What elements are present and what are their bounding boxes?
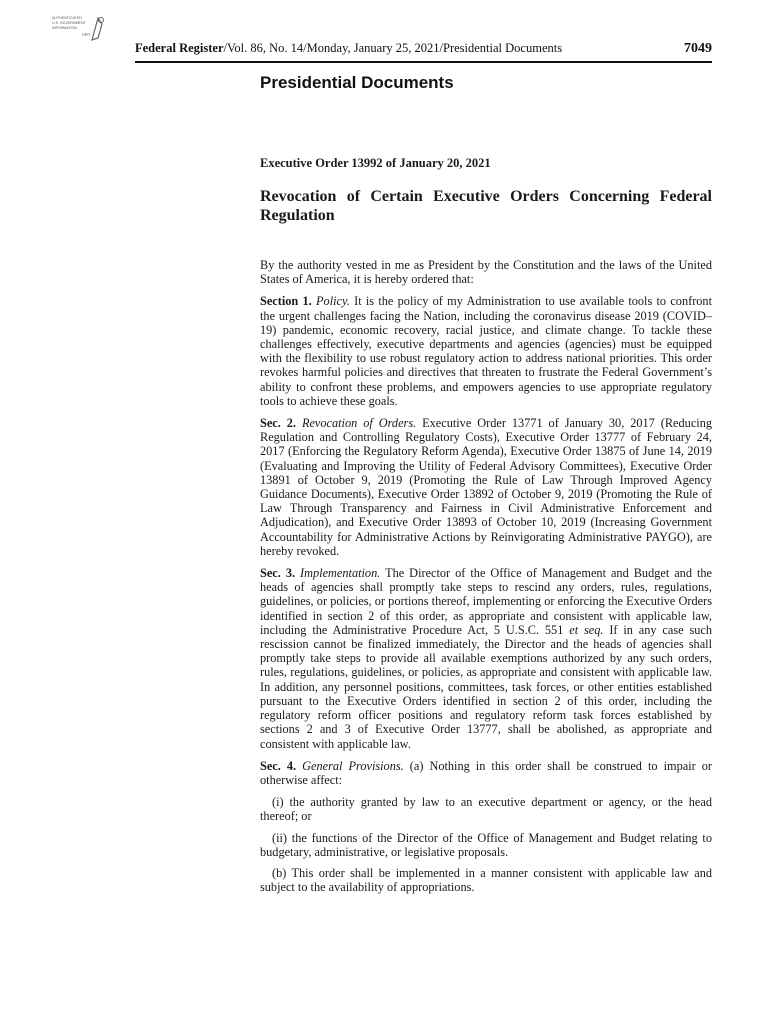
section-4: [260, 759, 712, 787]
section-label: Sec. 4.: [260, 758, 297, 773]
logo-line-4: GPO: [82, 32, 91, 37]
header-separator: /: [223, 41, 227, 55]
section-heading: Revocation of Orders.: [301, 416, 417, 431]
section-2: [260, 416, 712, 558]
preamble: By the authority vested in me as President by the Constitution and the laws of the United States of America, it is hereby ordered that:: [260, 258, 712, 287]
volume-info: Vol. 86, No. 14: [227, 41, 304, 55]
document-category: Presidential Documents: [443, 41, 563, 55]
gpo-authenticated-seal-icon: [52, 14, 110, 44]
header-separator: /: [439, 41, 443, 55]
logo-line-2: U.S. GOVERNMENT: [52, 21, 86, 25]
register-name: Federal Register: [135, 41, 224, 55]
section-text: If in any case such rescission cannot be finalized immediately, the Director and the heads of agencies shall promptly take steps to provide all available exemptions authorized by any such orders, rules, regulations, guidelines, or policies, as appropriate and consistent with applicable law. In addition, any personnel positions, committees, task forces, or other entities established pursuant to the Executive Orders identified in section 2 of this order, including the regulatory reform officer positions and regulatory reform task forces established by sections 2 and 3 of Executive Order 13777, shall be abolished, as appropriate and consistent with applicable law.: [260, 622, 712, 751]
section-heading: Policy.: [316, 294, 350, 309]
section-heading: General Provisions.: [302, 758, 404, 773]
section-text: Executive Order 13771 of January 30, 2017 (Reducing Regulation and Controlling Regulatory Costs), Executive Order 13777 of February 24, 2017 (Enforcing the Regulatory Reform Agenda), Executive Order 13875 of June 14, 2019 (Evaluating and Improving the Utility of Federal Advisory Committees), Executive Order 13891 of October 9, 2019 (Promoting the Rule of Law Through Improved Agency Guidance Documents), Executive Order 13892 of October 9, 2019 (Promoting the Rule of Law Through Transparency and Fairness in Civil Administrative Enforcement and Adjudication), and Executive Order 13893 of October 10, 2019 (Increasing Government Accountability for Administrative Actions by Reinvigorating Administrative PAYGO), are hereby revoked.: [260, 416, 712, 558]
executive-order-title: Revocation of Certain Executive Orders Concerning Federal Regulation: [260, 188, 712, 224]
section-text: The Director of the Office of Management and Budget and the heads of agencies shall promptly take steps to rescind any orders, rules, regulations, guidelines, or policies, or portions thereof, implementing or enforcing the Executive Orders identified in section 2 of this order, as appropriate and consistent with applicable law, including the Administrative Procedure Act, 5 U.S.C. 551: [260, 566, 712, 637]
logo-line-3: INFORMATION: [52, 26, 77, 30]
running-head-text: [135, 41, 562, 56]
section-title: Presidential Documents: [260, 73, 454, 92]
page-number: 7049: [684, 41, 712, 56]
running-header: [135, 41, 712, 57]
section-text: It is the policy of my Administration to use available tools to confront the urgent challenges facing the Nation, including the coronavirus disease 2019 (COVID–19) pandemic, economic recovery, racial justice, and climate change. To tackle these challenges effectively, executive departments and agencies (agencies) must be equipped with the flexibility to use robust regulatory action to address national priorities. This order revokes harmful policies and directives that threaten to frustrate the Federal Government’s ability to confront these problems, and empowers agencies to use appropriate regulatory tools to achieve these goals.: [260, 294, 712, 408]
executive-order-number: Executive Order 13992 of January 20, 2021: [260, 156, 491, 170]
section-3: [260, 566, 712, 751]
order-body: [260, 258, 712, 901]
section-heading: Implementation.: [300, 566, 381, 581]
section-1: [260, 294, 712, 408]
header-rule: [135, 61, 712, 63]
paragraph-b: (b) This order shall be implemented in a manner consistent with applicable law and subject to the availability of appropriations.: [260, 865, 712, 895]
section-label: Sec. 3.: [260, 566, 296, 581]
section-text: (a) Nothing in this order shall be construed to impair or otherwise affect:: [260, 758, 712, 787]
subitem-i: (i) the authority granted by law to an executive department or agency, or the head thereof; or: [260, 795, 712, 824]
italic-citation: et seq.: [569, 622, 604, 637]
issue-date: Monday, January 25, 2021: [306, 41, 440, 55]
logo-line-1: AUTHENTICATED: [52, 16, 82, 20]
subitem-ii: (ii) the functions of the Director of the Office of Management and Budget relating to budgetary, administrative, or legislative proposals.: [260, 830, 712, 859]
section-label: Section 1.: [260, 294, 312, 309]
header-separator: /: [303, 41, 307, 55]
section-label: Sec. 2.: [260, 416, 296, 431]
